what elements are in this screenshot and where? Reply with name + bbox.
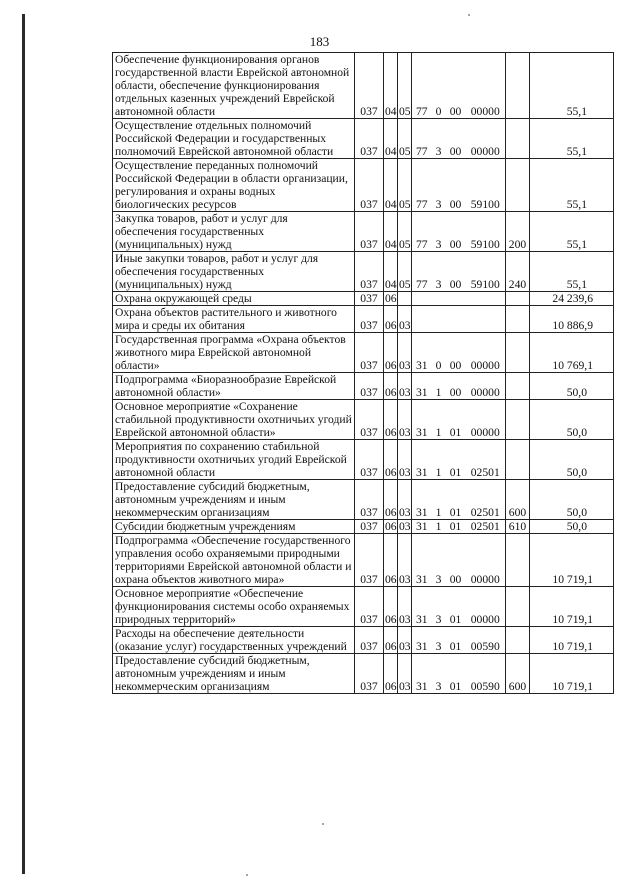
table-row <box>113 53 614 119</box>
row-name: Закупка товаров, работ и услуг для обеспечения государственных (муниципальных) нужд <box>113 212 355 252</box>
row-name: Основное мероприятие «Обеспечение функционирования системы особо охраняемых природных территорий» <box>113 587 355 627</box>
cell-target-direction: 00590 <box>466 627 506 654</box>
table-row <box>113 159 614 212</box>
cell-target-event: 01 <box>446 480 466 520</box>
cell-target-direction: 00000 <box>466 333 506 373</box>
row-name: Расходы на обеспечение деятельности (оказание услуг) государственных учреждений <box>113 627 355 654</box>
cell-razdel: 04 <box>384 53 398 119</box>
cell-target-event: 00 <box>446 333 466 373</box>
cell-glava: 037 <box>355 292 384 306</box>
cell-expense-type <box>506 587 530 627</box>
cell-target-direction: 00000 <box>466 373 506 400</box>
cell-target-event: 01 <box>446 440 466 480</box>
row-name: Мероприятия по сохранению стабильной продуктивности охотничьих угодий Еврейской автономной области <box>113 440 355 480</box>
row-name: Охрана окружающей среды <box>113 292 355 306</box>
cell-target-subprogram: 1 <box>432 520 446 534</box>
cell-target-program: 77 <box>412 212 432 252</box>
table-row <box>113 534 614 587</box>
cell-amount: 50,0 <box>530 373 614 400</box>
cell-target-event: 00 <box>446 252 466 292</box>
cell-glava: 037 <box>355 373 384 400</box>
cell-podrazdel: 05 <box>398 212 412 252</box>
cell-amount: 55,1 <box>530 159 614 212</box>
cell-razdel: 04 <box>384 159 398 212</box>
cell-razdel: 06 <box>384 440 398 480</box>
cell-expense-type: 610 <box>506 520 530 534</box>
cell-target-direction: 00590 <box>466 654 506 694</box>
cell-podrazdel: 03 <box>398 654 412 694</box>
cell-glava: 037 <box>355 440 384 480</box>
table-row <box>113 400 614 440</box>
cell-amount: 10 719,1 <box>530 654 614 694</box>
cell-target-direction: 59100 <box>466 212 506 252</box>
cell-target-event: 01 <box>446 627 466 654</box>
cell-podrazdel: 03 <box>398 587 412 627</box>
cell-target-direction: 02501 <box>466 520 506 534</box>
cell-target-subprogram <box>432 306 446 333</box>
cell-target-subprogram: 1 <box>432 440 446 480</box>
cell-target-subprogram: 1 <box>432 480 446 520</box>
cell-expense-type <box>506 440 530 480</box>
cell-target-program: 77 <box>412 53 432 119</box>
cell-glava: 037 <box>355 333 384 373</box>
cell-podrazdel: 05 <box>398 53 412 119</box>
cell-amount: 10 769,1 <box>530 333 614 373</box>
cell-target-program: 31 <box>412 333 432 373</box>
cell-target-program: 77 <box>412 119 432 159</box>
cell-target-program <box>412 306 432 333</box>
cell-expense-type <box>506 400 530 440</box>
cell-razdel: 06 <box>384 480 398 520</box>
cell-target-event: 00 <box>446 119 466 159</box>
scan-speck <box>246 874 248 876</box>
cell-expense-type: 600 <box>506 480 530 520</box>
cell-razdel: 06 <box>385 292 397 305</box>
table-row <box>113 654 614 694</box>
cell-target-program: 31 <box>412 520 432 534</box>
cell-target-event: 01 <box>446 654 466 694</box>
cell-target-subprogram: 0 <box>432 333 446 373</box>
row-name: Обеспечение функционирования органов государственной власти Еврейской автономной области, обеспечение функционирования отдельных казенных учреждений Еврейской автономной области <box>113 53 355 119</box>
table-row <box>113 480 614 520</box>
table-row <box>113 587 614 627</box>
cell-razdel: 06 <box>384 627 398 654</box>
cell-amount: 55,1 <box>530 53 614 119</box>
cell-glava: 037 <box>355 400 384 440</box>
cell-target-program: 77 <box>412 252 432 292</box>
cell-podrazdel: 05 <box>398 252 412 292</box>
table-row <box>113 333 614 373</box>
cell-target-event <box>446 306 466 333</box>
cell-target-event: 01 <box>446 587 466 627</box>
table-row <box>113 119 614 159</box>
cell-expense-type <box>506 159 530 212</box>
cell-target-program: 31 <box>412 440 432 480</box>
cell-target-program: 31 <box>412 654 432 694</box>
scan-speck <box>468 14 470 16</box>
cell-glava: 037 <box>355 306 384 333</box>
cell-razdel: 06 <box>384 654 398 694</box>
table-row <box>113 440 614 480</box>
cell-amount: 10 719,1 <box>530 534 614 587</box>
cell-amount: 24 239,6 <box>530 292 614 306</box>
cell-expense-type: 200 <box>506 212 530 252</box>
cell-target-direction: 00000 <box>466 53 506 119</box>
cell-target-subprogram: 1 <box>432 373 446 400</box>
cell-target-program: 31 <box>412 373 432 400</box>
cell-expense-type <box>506 627 530 654</box>
cell-target-program: 31 <box>412 534 432 587</box>
table-row <box>113 252 614 292</box>
row-name: Предоставление субсидий бюджетным, автономным учреждениям и иным некоммерческим организациям <box>113 480 355 520</box>
cell-podrazdel: 03 <box>398 400 412 440</box>
cell-target-event: 01 <box>446 520 466 534</box>
cell-target-program: 31 <box>412 627 432 654</box>
cell-expense-type: 240 <box>506 252 530 292</box>
cell-razdel: 06 <box>384 333 398 373</box>
cell-razdel: 06 <box>384 373 398 400</box>
cell-expense-type <box>506 333 530 373</box>
cell-target-subprogram <box>432 292 446 306</box>
cell-amount: 55,1 <box>530 212 614 252</box>
cell-target-direction: 02501 <box>466 440 506 480</box>
cell-target-subprogram: 3 <box>432 587 446 627</box>
row-name: Основное мероприятие «Сохранение стабильной продуктивности охотничьих угодий Еврейской автономной области» <box>113 400 355 440</box>
cell-expense-type <box>506 306 530 333</box>
cell-glava: 037 <box>355 159 384 212</box>
cell-target-program: 77 <box>412 159 432 212</box>
table-row <box>113 292 614 306</box>
cell-glava: 037 <box>355 119 384 159</box>
scan-speck <box>322 823 324 825</box>
row-name: Иные закупки товаров, работ и услуг для обеспечения государственных (муниципальных) нужд <box>113 252 355 292</box>
cell-target-event: 00 <box>446 373 466 400</box>
cell-expense-type: 600 <box>506 654 530 694</box>
cell-podrazdel: 03 <box>398 440 412 480</box>
cell-amount: 10 719,1 <box>530 587 614 627</box>
table-row <box>113 306 614 333</box>
cell-target-subprogram: 3 <box>432 627 446 654</box>
cell-target-direction: 00000 <box>466 587 506 627</box>
cell-target-event: 00 <box>446 212 466 252</box>
cell-amount: 50,0 <box>530 520 614 534</box>
row-name: Осуществление переданных полномочий Российской Федерации в области организации, регулирования и охраны водных биологических ресурсов <box>113 159 355 212</box>
cell-amount: 50,0 <box>530 400 614 440</box>
cell-razdel: 04 <box>384 212 398 252</box>
cell-podrazdel: 03 <box>398 627 412 654</box>
cell-podrazdel <box>398 292 412 306</box>
cell-expense-type <box>506 292 530 306</box>
cell-amount: 55,1 <box>530 252 614 292</box>
cell-expense-type <box>506 373 530 400</box>
cell-target-direction: 00000 <box>466 534 506 587</box>
cell-glava: 037 <box>355 587 384 627</box>
cell-target-program: 31 <box>412 587 432 627</box>
cell-razdel: 06 <box>385 520 397 533</box>
cell-target-event: 00 <box>446 534 466 587</box>
cell-target-direction <box>466 292 506 306</box>
cell-glava: 037 <box>355 212 384 252</box>
cell-glava: 037 <box>355 53 384 119</box>
cell-glava: 037 <box>355 534 384 587</box>
cell-target-direction: 59100 <box>466 159 506 212</box>
table-row <box>113 520 614 534</box>
cell-glava: 037 <box>355 520 384 534</box>
row-name: Подпрограмма «Обеспечение государственного управления особо охраняемыми природными территориями Еврейской автономной области и охрана объектов животного мира» <box>113 534 355 587</box>
cell-glava: 037 <box>355 252 384 292</box>
cell-target-event: 00 <box>446 159 466 212</box>
cell-podrazdel: 05 <box>398 119 412 159</box>
cell-target-subprogram: 3 <box>432 534 446 587</box>
cell-glava: 037 <box>355 627 384 654</box>
cell-podrazdel: 03 <box>398 333 412 373</box>
cell-podrazdel: 05 <box>398 159 412 212</box>
cell-razdel: 04 <box>384 252 398 292</box>
cell-target-direction: 00000 <box>466 400 506 440</box>
cell-razdel: 04 <box>384 119 398 159</box>
cell-amount: 10 719,1 <box>530 627 614 654</box>
budget-table-body <box>113 53 614 694</box>
cell-razdel: 06 <box>384 306 398 333</box>
table-row <box>113 373 614 400</box>
cell-amount: 50,0 <box>530 440 614 480</box>
cell-expense-type <box>506 53 530 119</box>
row-name: Субсидии бюджетным учреждениям <box>113 520 355 534</box>
cell-target-subprogram: 3 <box>432 212 446 252</box>
row-name: Охрана объектов растительного и животного мира и среды их обитания <box>113 306 355 333</box>
row-name: Подпрограмма «Биоразнообразие Еврейской автономной области» <box>113 373 355 400</box>
budget-table <box>112 52 614 694</box>
cell-glava: 037 <box>355 480 384 520</box>
cell-razdel: 06 <box>384 534 398 587</box>
cell-amount: 55,1 <box>530 119 614 159</box>
cell-target-direction: 00000 <box>466 119 506 159</box>
cell-razdel: 06 <box>384 587 398 627</box>
cell-target-direction <box>466 306 506 333</box>
cell-target-subprogram: 3 <box>432 252 446 292</box>
cell-target-subprogram: 3 <box>432 119 446 159</box>
cell-target-event: 00 <box>446 53 466 119</box>
page-number: 183 <box>309 34 330 49</box>
cell-amount: 50,0 <box>530 480 614 520</box>
cell-podrazdel: 03 <box>399 520 411 533</box>
cell-expense-type <box>506 119 530 159</box>
cell-target-subprogram: 1 <box>432 400 446 440</box>
row-name: Государственная программа «Охрана объектов животного мира Еврейской автономной области» <box>113 333 355 373</box>
cell-target-program: 31 <box>412 400 432 440</box>
cell-amount: 10 886,9 <box>530 306 614 333</box>
cell-target-event: 01 <box>446 400 466 440</box>
cell-podrazdel: 03 <box>398 534 412 587</box>
cell-razdel: 06 <box>384 400 398 440</box>
cell-target-subprogram: 0 <box>432 53 446 119</box>
cell-target-subprogram: 3 <box>432 654 446 694</box>
table-row <box>113 627 614 654</box>
cell-target-program: 31 <box>412 480 432 520</box>
cell-target-event <box>446 292 466 306</box>
cell-glava: 037 <box>355 654 384 694</box>
cell-target-direction: 02501 <box>466 480 506 520</box>
cell-podrazdel: 03 <box>398 373 412 400</box>
cell-podrazdel: 03 <box>398 480 412 520</box>
cell-target-subprogram: 3 <box>432 159 446 212</box>
table-row <box>113 212 614 252</box>
cell-target-direction: 59100 <box>466 252 506 292</box>
row-name: Предоставление субсидий бюджетным, автономным учреждениям и иным некоммерческим организациям <box>113 654 355 694</box>
cell-expense-type <box>506 534 530 587</box>
left-margin-rule <box>22 14 25 874</box>
cell-podrazdel: 03 <box>398 306 412 333</box>
cell-target-program <box>412 292 432 306</box>
row-name: Осуществление отдельных полномочий Российской Федерации и государственных полномочий Еврейской автономной области <box>113 119 355 159</box>
